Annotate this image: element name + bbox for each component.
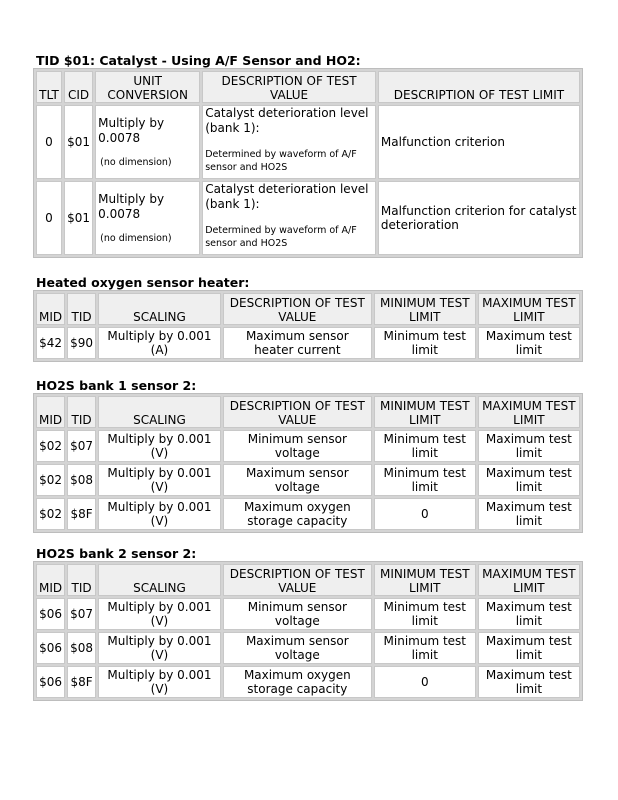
table-header-row bbox=[36, 396, 580, 428]
header-scaling: SCALING bbox=[98, 564, 221, 596]
tid-cell: $08 bbox=[67, 632, 96, 664]
header-mid: MID bbox=[36, 564, 65, 596]
tid-cell: $8F bbox=[67, 666, 96, 698]
conversion-cell bbox=[95, 105, 200, 179]
scaling-cell: Multiply by 0.001 (V) bbox=[98, 666, 221, 698]
header-max-test-limit: MAXIMUM TEST LIMIT bbox=[478, 293, 580, 325]
header-unit-conversion: UNIT CONVERSION bbox=[95, 71, 200, 103]
table-header-row bbox=[36, 293, 580, 325]
conversion-note: (no dimension) bbox=[100, 232, 172, 244]
mid-cell: $42 bbox=[36, 327, 65, 359]
header-description-test-value: DESCRIPTION OF TEST VALUE bbox=[223, 293, 372, 325]
conversion-text: Multiply by 0.0078 bbox=[98, 191, 165, 221]
tlt-cell: 0 bbox=[36, 105, 62, 179]
description-cell: Maximum oxygen storage capacity bbox=[223, 498, 372, 530]
max-limit-cell: Maximum test limit bbox=[478, 430, 580, 462]
min-limit-cell: Minimum test limit bbox=[374, 430, 476, 462]
header-max-test-limit: MAXIMUM TEST LIMIT bbox=[478, 396, 580, 428]
mid-cell: $02 bbox=[36, 430, 65, 462]
description-cell: Maximum sensor voltage bbox=[223, 464, 372, 496]
header-min-test-limit: MINIMUM TEST LIMIT bbox=[374, 396, 476, 428]
header-max-test-limit: MAXIMUM TEST LIMIT bbox=[478, 564, 580, 596]
max-limit-cell: Maximum test limit bbox=[478, 666, 580, 698]
table-row bbox=[36, 666, 580, 698]
tid-cell: $07 bbox=[67, 598, 96, 630]
section-title-ho2s-bank1: HO2S bank 1 sensor 2: bbox=[36, 378, 197, 393]
header-description-test-limit: DESCRIPTION OF TEST LIMIT bbox=[378, 71, 580, 103]
cid-cell: $01 bbox=[64, 181, 93, 255]
min-limit-cell: 0 bbox=[374, 666, 476, 698]
table-row bbox=[36, 598, 580, 630]
description-cell: Minimum sensor voltage bbox=[223, 598, 372, 630]
max-limit-cell: Maximum test limit bbox=[478, 327, 580, 359]
header-cid: CID bbox=[64, 71, 93, 103]
ho2s-bank2-table bbox=[33, 561, 583, 701]
table-row bbox=[36, 327, 580, 359]
header-mid: MID bbox=[36, 396, 65, 428]
table-row bbox=[36, 181, 580, 255]
mid-cell: $06 bbox=[36, 598, 65, 630]
description-note: Determined by waveform of A/F sensor and HO2S bbox=[205, 149, 357, 173]
min-limit-cell: Minimum test limit bbox=[374, 327, 476, 359]
table-header-row bbox=[36, 71, 580, 103]
header-description-test-value: DESCRIPTION OF TEST VALUE bbox=[202, 71, 376, 103]
scaling-cell: Multiply by 0.001 (A) bbox=[98, 327, 221, 359]
section-title-catalyst: TID $01: Catalyst - Using A/F Sensor and HO2: bbox=[36, 53, 361, 68]
header-mid: MID bbox=[36, 293, 65, 325]
table-row bbox=[36, 430, 580, 462]
min-limit-cell: 0 bbox=[374, 498, 476, 530]
header-description-test-value: DESCRIPTION OF TEST VALUE bbox=[223, 396, 372, 428]
tid-cell: $08 bbox=[67, 464, 96, 496]
header-scaling: SCALING bbox=[98, 396, 221, 428]
header-tlt: TLT bbox=[36, 71, 62, 103]
header-description-test-value: DESCRIPTION OF TEST VALUE bbox=[223, 564, 372, 596]
min-limit-cell: Minimum test limit bbox=[374, 632, 476, 664]
conversion-cell bbox=[95, 181, 200, 255]
header-min-test-limit: MINIMUM TEST LIMIT bbox=[374, 564, 476, 596]
limit-cell: Malfunction criterion bbox=[378, 105, 580, 179]
description-cell: Maximum oxygen storage capacity bbox=[223, 666, 372, 698]
header-min-test-limit: MINIMUM TEST LIMIT bbox=[374, 293, 476, 325]
header-tid: TID bbox=[67, 293, 96, 325]
description-cell: Minimum sensor voltage bbox=[223, 430, 372, 462]
tlt-cell: 0 bbox=[36, 181, 62, 255]
max-limit-cell: Maximum test limit bbox=[478, 498, 580, 530]
tid-cell: $8F bbox=[67, 498, 96, 530]
scaling-cell: Multiply by 0.001 (V) bbox=[98, 598, 221, 630]
mid-cell: $06 bbox=[36, 632, 65, 664]
description-text: Catalyst deterioration level (bank 1): bbox=[205, 106, 369, 135]
description-cell bbox=[202, 105, 376, 179]
conversion-text: Multiply by 0.0078 bbox=[98, 115, 165, 145]
mid-cell: $02 bbox=[36, 498, 65, 530]
catalyst-table bbox=[33, 68, 583, 258]
description-text: Catalyst deterioration level (bank 1): bbox=[205, 182, 369, 211]
section-title-ho2s-bank2: HO2S bank 2 sensor 2: bbox=[36, 546, 197, 561]
scaling-cell: Multiply by 0.001 (V) bbox=[98, 498, 221, 530]
tid-cell: $07 bbox=[67, 430, 96, 462]
mid-cell: $02 bbox=[36, 464, 65, 496]
table-header-row bbox=[36, 564, 580, 596]
description-cell: Maximum sensor heater current bbox=[223, 327, 372, 359]
table-row bbox=[36, 464, 580, 496]
min-limit-cell: Minimum test limit bbox=[374, 598, 476, 630]
section-title-heater: Heated oxygen sensor heater: bbox=[36, 275, 250, 290]
scaling-cell: Multiply by 0.001 (V) bbox=[98, 464, 221, 496]
description-note: Determined by waveform of A/F sensor and HO2S bbox=[205, 225, 357, 249]
mid-cell: $06 bbox=[36, 666, 65, 698]
heater-table bbox=[33, 290, 583, 362]
ho2s-bank1-table bbox=[33, 393, 583, 533]
header-scaling: SCALING bbox=[98, 293, 221, 325]
min-limit-cell: Minimum test limit bbox=[374, 464, 476, 496]
max-limit-cell: Maximum test limit bbox=[478, 464, 580, 496]
scaling-cell: Multiply by 0.001 (V) bbox=[98, 430, 221, 462]
scaling-cell: Multiply by 0.001 (V) bbox=[98, 632, 221, 664]
description-cell: Maximum sensor voltage bbox=[223, 632, 372, 664]
conversion-note: (no dimension) bbox=[100, 156, 172, 168]
description-cell bbox=[202, 181, 376, 255]
header-tid: TID bbox=[67, 396, 96, 428]
tid-cell: $90 bbox=[67, 327, 96, 359]
max-limit-cell: Maximum test limit bbox=[478, 632, 580, 664]
limit-cell: Malfunction criterion for catalyst deterioration bbox=[378, 181, 580, 255]
table-row bbox=[36, 632, 580, 664]
header-tid: TID bbox=[67, 564, 96, 596]
max-limit-cell: Maximum test limit bbox=[478, 598, 580, 630]
cid-cell: $01 bbox=[64, 105, 93, 179]
table-row bbox=[36, 498, 580, 530]
table-row bbox=[36, 105, 580, 179]
